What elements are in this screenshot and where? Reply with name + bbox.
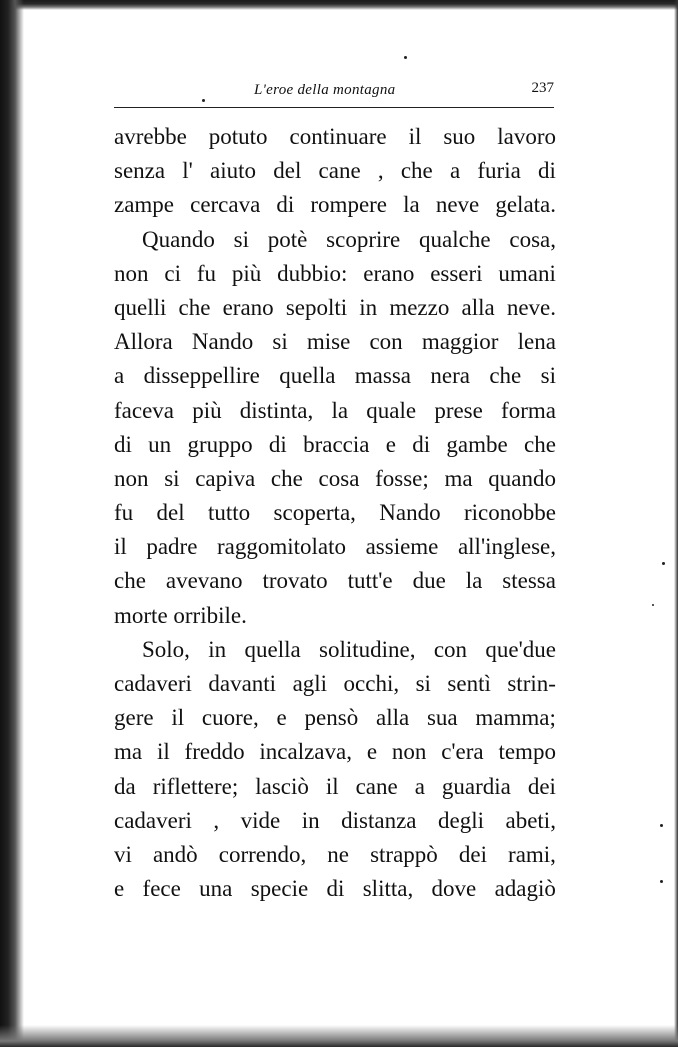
header-rule <box>114 107 554 108</box>
text-line: che avevano trovato tutt'e due la stessa <box>114 568 556 594</box>
running-title: L'eroe della montagna <box>254 82 396 98</box>
text-line: vi andò correndo, ne strappò dei rami, <box>114 841 556 867</box>
text-line: quelli che erano sepolti in mezzo alla neve. <box>114 294 556 320</box>
scan-speck <box>662 562 665 565</box>
scan-edge-right <box>674 0 678 1047</box>
text-line: non si capiva che cosa fosse; ma quando <box>114 465 556 491</box>
page-header <box>114 78 554 108</box>
text-line: Solo, in quella solitudine, con que'due <box>142 636 556 662</box>
text-line: gere il cuore, e pensò alla sua mamma; <box>114 705 556 731</box>
text-line: avrebbe potuto continuare il suo lavoro <box>114 124 556 149</box>
text-line: a disseppellire quella massa nera che si <box>114 363 556 389</box>
text-line: senza l' aiuto del cane , che a furia di <box>114 158 556 184</box>
text-line: zampe cercava di rompere la neve gelata. <box>114 192 556 218</box>
scan-speck <box>404 56 407 59</box>
text-line: ma il freddo incalzava, e non c'era tempo <box>114 739 556 765</box>
body-text <box>114 120 556 906</box>
page-number: 237 <box>531 80 554 96</box>
text-line: fu del tutto scoperta, Nando riconobbe <box>114 500 556 526</box>
scan-edge-bottom <box>0 1025 678 1047</box>
text-line: il padre raggomitolato assieme all'inglese, <box>114 534 556 560</box>
text-line: e fece una specie di slitta, dove adagiò <box>114 876 556 902</box>
text-line: non ci fu più dubbio: erano esseri umani <box>114 260 556 286</box>
text-line: cadaveri davanti agli occhi, si sentì strin- <box>114 671 556 696</box>
text-line: Allora Nando si mise con maggior lena <box>114 329 556 355</box>
text-line: di un gruppo di braccia e di gambe che <box>114 431 556 457</box>
scan-speck <box>652 604 654 606</box>
text-line: faceva più distinta, la quale prese forma <box>114 397 556 423</box>
scan-edge-left <box>0 0 24 1047</box>
text-line: Quando si potè scoprire qualche cosa, <box>142 226 556 252</box>
text-line: da riflettere; lasciò il cane a guardia dei <box>114 773 556 799</box>
scan-speck <box>660 824 663 827</box>
scan-edge-top <box>0 0 678 10</box>
text-line: cadaveri , vide in distanza degli abeti, <box>114 807 556 833</box>
scan-speck <box>660 880 663 883</box>
text-line: morte orribile. <box>114 602 247 628</box>
